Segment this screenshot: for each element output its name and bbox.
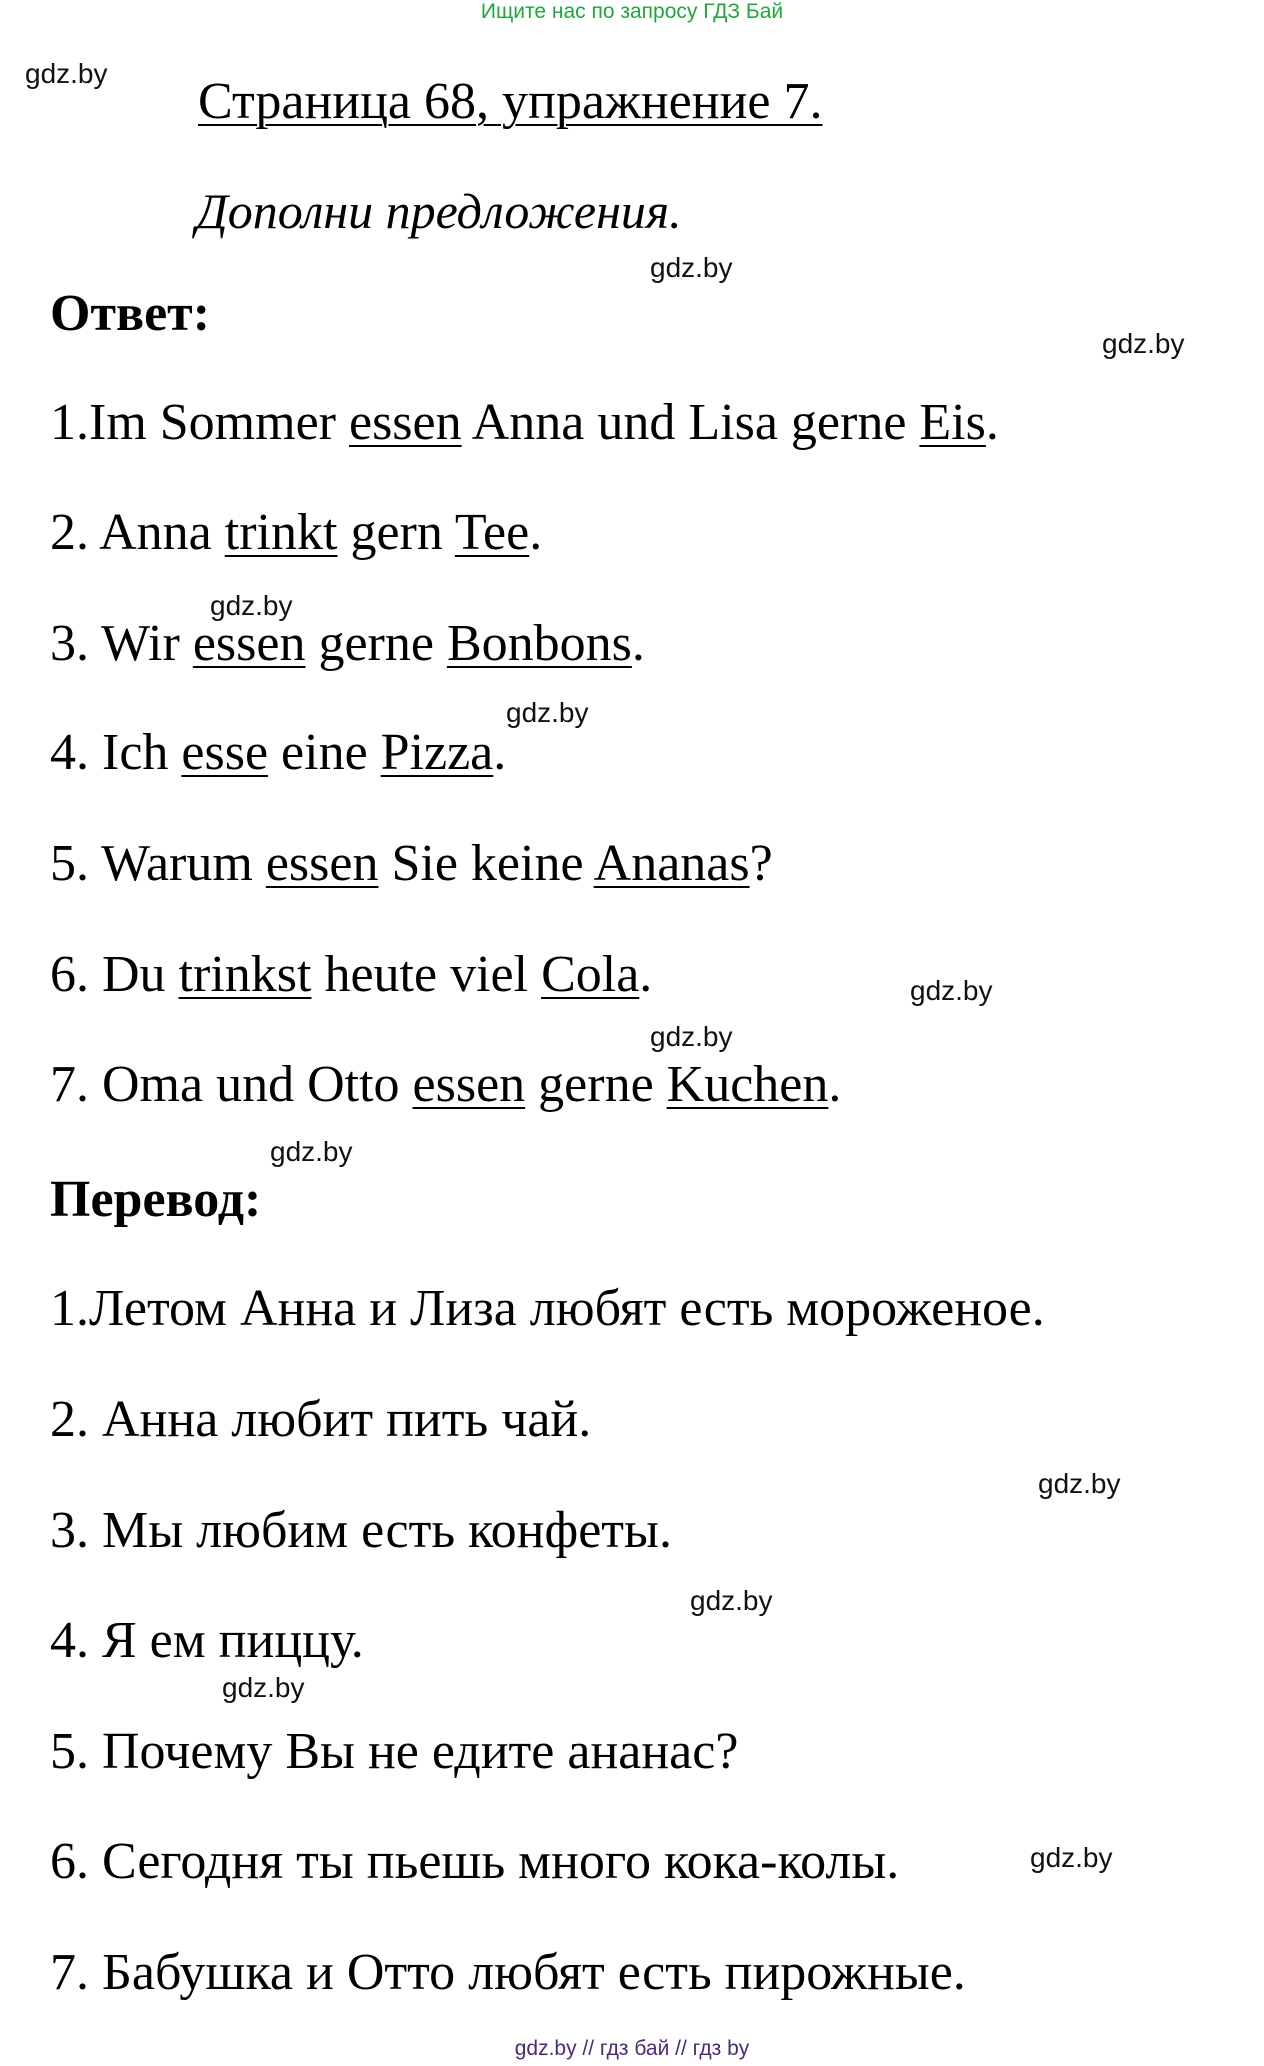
watermark: gdz.by [210, 590, 293, 621]
watermark: gdz.by [910, 975, 993, 1006]
watermark: gdz.by [650, 252, 733, 283]
answer-noun: Eis [919, 394, 986, 451]
answer-verb: essen [348, 394, 462, 451]
footer-watermark: gdz.by // гдз бай // гдз by [514, 2037, 750, 2060]
translation-line: 7. Бабушка и Отто любят есть пирожные. [50, 1944, 966, 2001]
watermark: gdz.by [506, 697, 589, 728]
answer-verb: essen [265, 835, 379, 892]
translation-line: 6. Сегодня ты пьешь много кока-колы. [50, 1833, 900, 1890]
answer-noun: Pizza [380, 724, 494, 781]
answer-line: 7. Oma und Otto essen gerne Kuchen. [50, 1056, 842, 1113]
watermark: gdz.by [222, 1672, 305, 1703]
watermark: gdz.by [1030, 1842, 1113, 1873]
answer-noun: Ananas [593, 835, 750, 892]
watermark: gdz.by [1038, 1468, 1121, 1499]
exercise-instruction: Дополни предложения. [196, 183, 682, 239]
answer-line: 1.Im Sommer essen Anna und Lisa gerne Eis. [50, 394, 999, 451]
translation-line: 1.Летом Анна и Лиза любят есть мороженое. [50, 1280, 1045, 1337]
page-title: Страница 68, упражнение 7. [198, 73, 823, 130]
answer-line: 5. Warum essen Sie keine Ananas? [50, 835, 773, 892]
translation-line: 2. Анна любит пить чай. [50, 1391, 592, 1448]
answer-line: 2. Anna trinkt gern Tee. [50, 504, 543, 561]
answer-noun: Tee [454, 504, 530, 561]
answer-line: 3. Wir essen gerne Bonbons. [50, 615, 645, 672]
answer-noun: Kuchen [666, 1056, 829, 1113]
answer-verb: essen [412, 1056, 526, 1113]
answer-noun: Bonbons [446, 615, 632, 672]
answer-noun: Cola [541, 946, 640, 1003]
watermark: gdz.by [1102, 328, 1185, 359]
answer-verb: essen [192, 615, 306, 672]
answer-line: 4. Ich esse eine Pizza. [50, 724, 507, 781]
answer-heading: Ответ: [50, 285, 211, 342]
translation-line: 3. Мы любим есть конфеты. [50, 1502, 672, 1559]
watermark: gdz.by [690, 1585, 773, 1616]
answer-line: 6. Du trinkst heute viel Cola. [50, 946, 653, 1003]
translation-heading: Перевод: [50, 1171, 262, 1228]
watermark: gdz.by [270, 1136, 353, 1167]
translation-line: 4. Я ем пиццу. [50, 1612, 364, 1669]
top-banner: Ищите нас по запросу ГДЗ Бай [480, 0, 784, 23]
answer-verb: trinkt [224, 504, 338, 561]
answer-verb: esse [181, 724, 269, 781]
watermark: gdz.by [25, 58, 108, 89]
watermark: gdz.by [650, 1021, 733, 1052]
answer-verb: trinkst [178, 946, 312, 1003]
translation-line: 5. Почему Вы не едите ананас? [50, 1723, 739, 1780]
